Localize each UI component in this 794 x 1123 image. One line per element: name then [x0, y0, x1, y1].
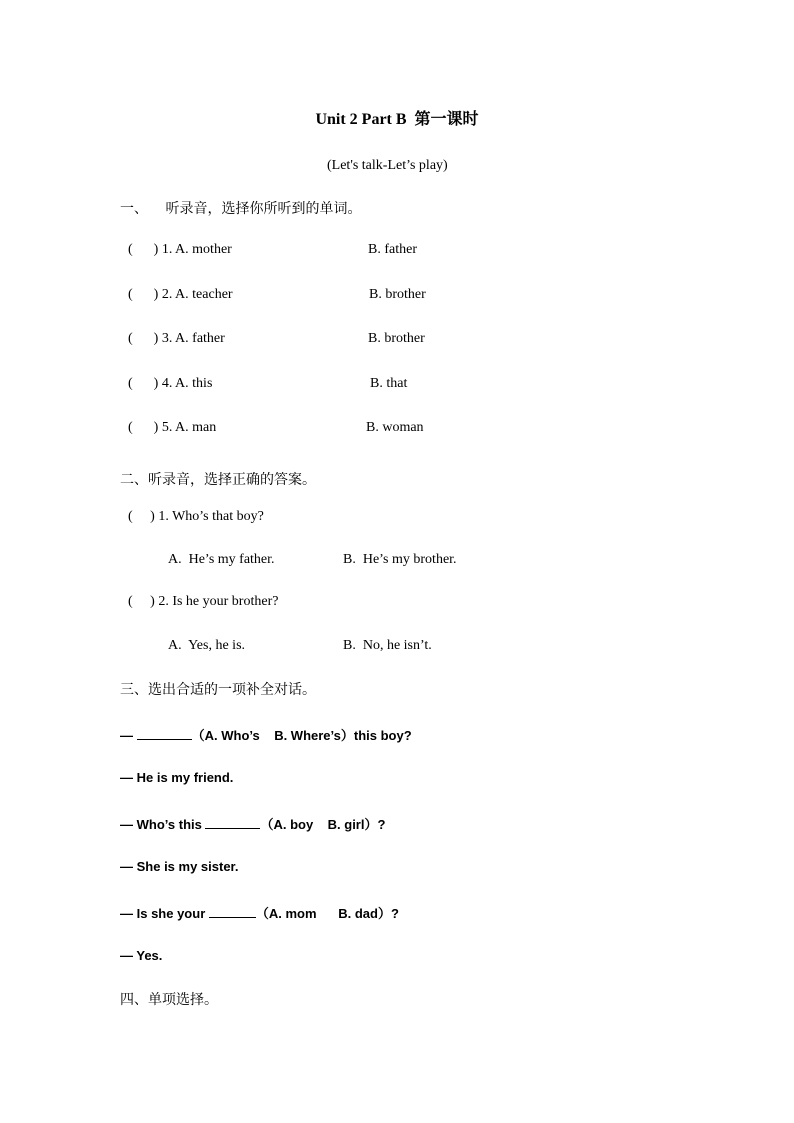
dialogue-line-6: — Yes.: [120, 948, 163, 963]
s1-item2-prefix: ( ) 2. A. teacher: [128, 287, 233, 302]
s1-item1-prefix: ( ) 1. A. mother: [128, 242, 232, 257]
s2-item2-option-b: B. No, he isn’t.: [343, 638, 432, 653]
dialogue-line-3-start: — Who’s this: [120, 817, 206, 832]
answer-blank-1[interactable]: [137, 726, 192, 740]
answer-blank-3[interactable]: [209, 904, 256, 918]
s1-item3-option-b: B. brother: [368, 331, 425, 346]
section4-heading: 四、单项选择。: [120, 993, 218, 1008]
s1-item4-prefix: ( ) 4. A. this: [128, 376, 213, 391]
s1-item1-option-b: B. father: [368, 242, 417, 257]
page-subtitle: (Let's talk-Let’s play): [327, 158, 448, 173]
dialogue-line-1-end: （A. Who’s B. Where’s）this boy?: [191, 728, 412, 743]
dialogue-line-1-start: —: [120, 728, 137, 743]
dialogue-line-2: — He is my friend.: [120, 770, 234, 785]
dialogue-line-5: [120, 903, 399, 922]
s1-item3-prefix: ( ) 3. A. father: [128, 331, 225, 346]
s2-item1-question: ( ) 1. Who’s that boy?: [128, 509, 264, 524]
dialogue-line-5-end: （A. mom B. dad）?: [255, 906, 399, 921]
s1-item5-option-b: B. woman: [366, 420, 424, 435]
s1-item2-option-b: B. brother: [369, 287, 426, 302]
answer-blank-2[interactable]: [205, 815, 260, 829]
s2-item2-option-a: A. Yes, he is.: [168, 638, 246, 653]
s2-item1-option-a: A. He’s my father.: [168, 552, 275, 567]
section1-heading: 一、 听录音，选择你所听到的单词。: [120, 202, 362, 217]
dialogue-line-3: [120, 814, 385, 833]
s1-item4-option-b: B. that: [370, 376, 408, 391]
dialogue-line-3-end: （A. boy B. girl）?: [260, 817, 386, 832]
dialogue-line-4: — She is my sister.: [120, 859, 239, 874]
page-title: Unit 2 Part B 第一课时: [315, 111, 479, 128]
dialogue-line-1: [120, 725, 412, 744]
dialogue-line-5-start: — Is she your: [120, 906, 209, 921]
s1-item5-prefix: ( ) 5. A. man: [128, 420, 217, 435]
s2-item2-question: ( ) 2. Is he your brother?: [128, 594, 279, 609]
section2-heading: 二、听录音，选择正确的答案。: [120, 473, 316, 488]
s2-item1-option-b: B. He’s my brother.: [343, 552, 457, 567]
section3-heading: 三、选出合适的一项补全对话。: [120, 683, 316, 698]
